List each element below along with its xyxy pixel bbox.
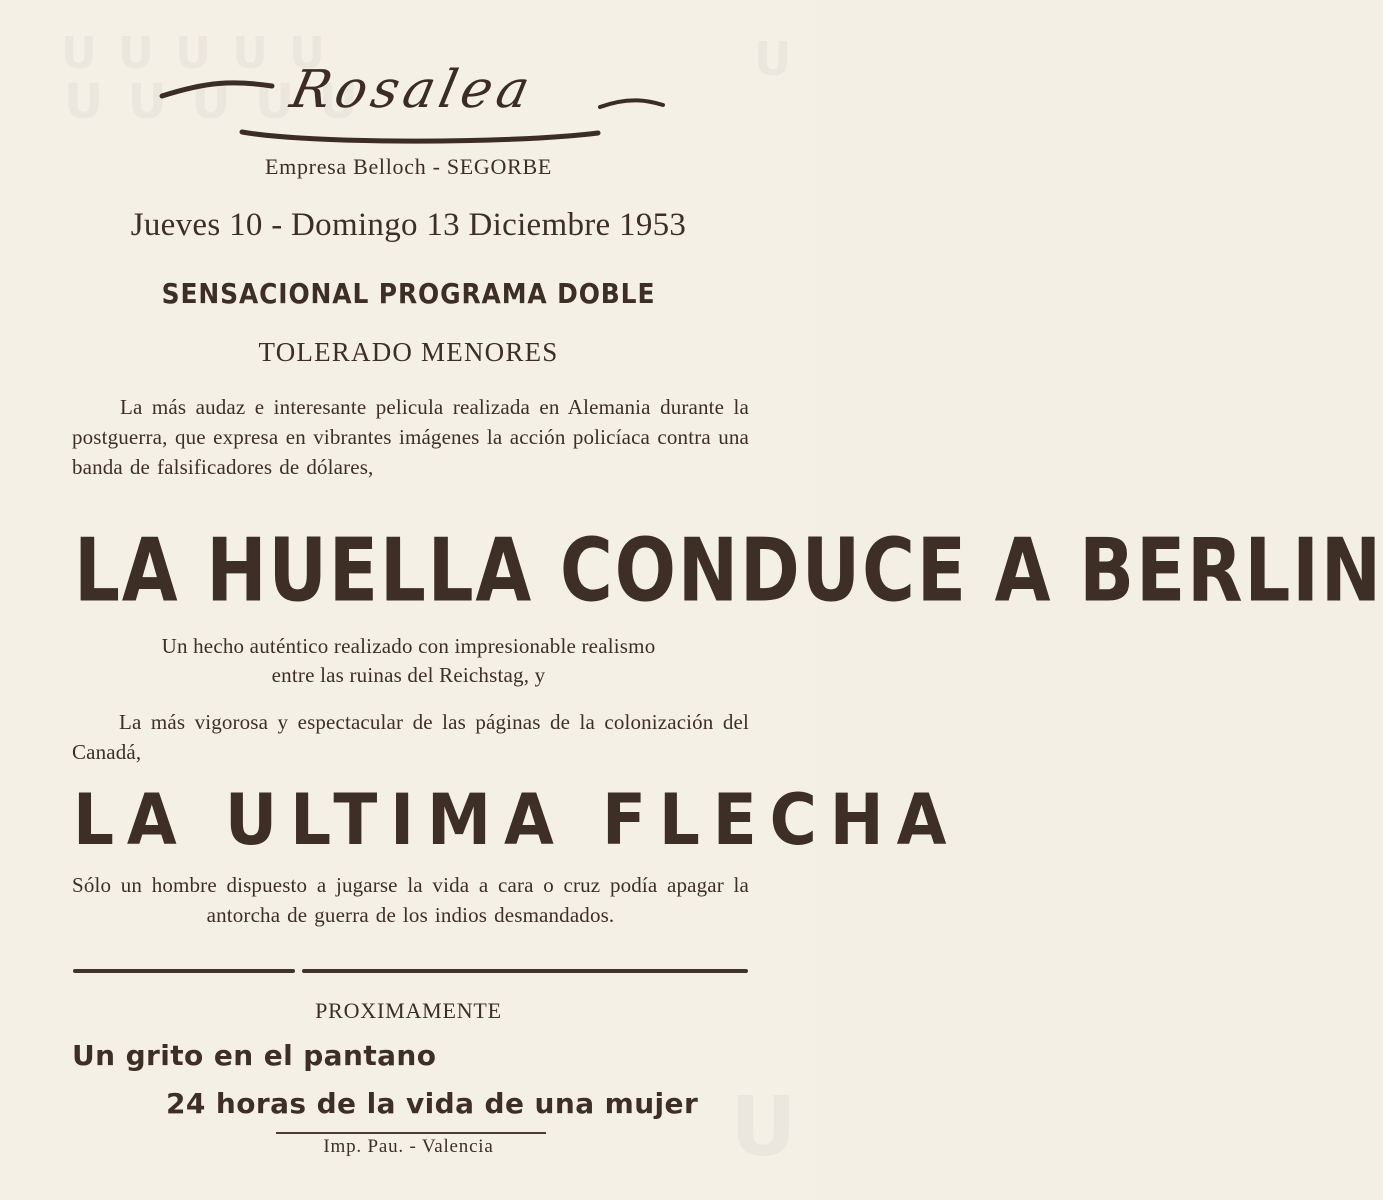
printer-credit: Imp. Pau. - Valencia xyxy=(323,1136,494,1157)
divider-right xyxy=(302,969,748,973)
upcoming-heading: PROXIMAMENTE xyxy=(315,998,502,1023)
screening-dates: Jueves 10 - Domingo 13 Diciembre 1953 xyxy=(130,207,687,243)
program-heading: SENSACIONAL PROGRAMA DOBLE xyxy=(161,277,656,310)
upcoming-film-1: Un grito en el pantano xyxy=(72,1039,437,1072)
reverse-side-ghost-print xyxy=(730,1080,797,1175)
printer-rule xyxy=(276,1132,546,1134)
film-1-detail-line-1: Un hecho auténtico realizado con impresionable realismo xyxy=(161,634,656,658)
cinema-name: Rosalea xyxy=(285,60,540,120)
film-2-detail: Sólo un hombre dispuesto a jugarse la vida a cara o cruz podía apagar la antorcha de guerra de los indios desmandados. xyxy=(72,873,749,927)
film-2-intro: La más vigorosa y espectacular de las páginas de la colonización del Canadá, xyxy=(72,710,749,764)
upcoming-film-2: 24 horas de la vida de una mujer xyxy=(166,1087,699,1120)
reverse-side-ghost-print xyxy=(754,32,791,86)
film-1-intro: La más audaz e interesante pelicula realizada en Alemania durante la postguerra, que expresa en vibrantes imágenes la acción policíaca contra una banda de falsificadores de dólares, xyxy=(72,395,749,479)
cinema-logo xyxy=(160,58,665,146)
section-divider xyxy=(73,967,748,979)
film-2-title: LA ULTIMA FLECHA xyxy=(73,779,960,861)
divider-left xyxy=(73,969,295,973)
film-1-detail-line-2: entre las ruinas del Reichstag, y xyxy=(271,663,546,687)
rating-label: TOLERADO MENORES xyxy=(258,337,559,367)
film-1-title: LA HUELLA CONDUCE A BERLIN xyxy=(74,519,1383,622)
company-name: Empresa Belloch - SEGORBE xyxy=(265,154,552,179)
